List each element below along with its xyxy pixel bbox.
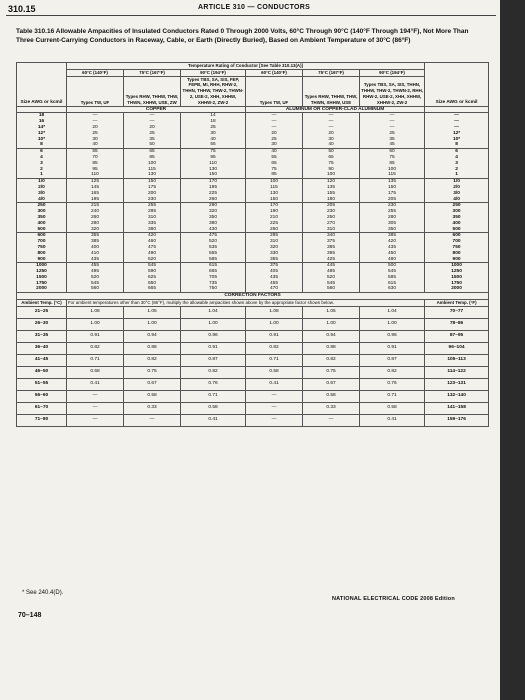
correction-note: For ambient temperatures other than 30°C (86°F), multiply the allowable ampacities shown above by the appropriate factor shown below. bbox=[67, 300, 425, 307]
section-number: 310.15 bbox=[8, 4, 36, 14]
footnote: * See 240.4(D). bbox=[22, 590, 64, 596]
table-row bbox=[17, 69, 489, 76]
table-row: 600 700 750 800 900 355 385 400 410 435 420 460 475 490 520 475 520 535 555 585 285 310 320 330 355 340 375 385 395 425 385 420 435 450 480 600 700 750 800 900 bbox=[17, 233, 489, 263]
correction-factors-title: CORRECTION FACTORS bbox=[17, 293, 489, 300]
correction-row: 41–45 0.71 0.82 0.87 0.71 0.82 0.87 105–113 bbox=[17, 354, 489, 366]
correction-row: 31–35 0.91 0.94 0.96 0.91 0.94 0.96 87–95 bbox=[17, 330, 489, 342]
col-temp: 60°C (140°F) bbox=[246, 69, 303, 76]
table-row: 1000 1250 1500 1750 2000 455 495 520 545 560 545 590 625 650 665 615 665 705 735 750 375 405 435 455 470 445 485 520 545 560 500 545 585 615 630 1000 1250 1500 1750 2000 bbox=[17, 263, 489, 293]
col-temp: 75°C (167°F) bbox=[303, 69, 360, 76]
article-title: ARTICLE 310 — CONDUCTORS bbox=[198, 4, 311, 11]
correction-row: 26–30 1.00 1.00 1.00 1.00 1.00 1.00 78–86 bbox=[17, 318, 489, 330]
col-types: Types RHW, THHW, THW, THWN, XHHW, USE, ZW bbox=[124, 76, 181, 106]
correction-row: 46–50 0.58 0.75 0.82 0.58 0.75 0.82 114–122 bbox=[17, 366, 489, 378]
col-types: Types TBS, SA, SIS, FEP, FEPB, MI, RHH, RHW-2, THHN, THHW, THW-2, THWN-2, USE-2, XHH, XHHW, XHHW-2, ZW-2 bbox=[181, 76, 246, 106]
table-row: 1/0 2/0 3/0 4/0 125 145 165 195 150 175 200 230 170 195 225 260 100 115 130 150 120 135 155 180 135 150 175 205 1/0 2/0 3/0 4/0 bbox=[17, 179, 489, 203]
col-types: Types TW, UF bbox=[67, 76, 124, 106]
copper-header: COPPER bbox=[67, 106, 246, 113]
table-row: 18 16 14* 12* 10* 8 — — 20 25 30 40 — — 20 25 35 50 14 18 25 30 40 55 — — — 20 25 30 — — — 20 30 40 — — — 25 35 45 — — — 12* 10* 8 bbox=[17, 113, 489, 149]
correction-row: 51–55 0.41 0.67 0.76 0.41 0.67 0.76 123–131 bbox=[17, 378, 489, 390]
code-edition: NATIONAL ELECTRICAL CODE 2008 Edition bbox=[332, 596, 455, 602]
correction-row: 56–60 — 0.58 0.71 — 0.58 0.71 132–140 bbox=[17, 390, 489, 402]
correction-row: 71–80 — — 0.41 — — 0.41 159–176 bbox=[17, 414, 489, 426]
temperature-rating-header: Temperature Rating of Conductor [See Table 310.13(A)] bbox=[67, 63, 425, 70]
header-rule bbox=[6, 15, 496, 16]
col-types: Types TBS, SA, SIS, THHN, THHW, THW-2, THWN-2, RHH, RHW-2, USE-2, XHH, XHHW, XHHW-2, ZW-2 bbox=[360, 76, 425, 106]
table-caption: Table 310.16 Allowable Ampacities of Insulated Conductors Rated 0 Through 2000 Volts, 60°C Through 90°C (140°F Through 194°F), Not More Than Three Current-Carrying Conductors in Raceway, Cable, or Earth (Directly Buried), Based on Ambient Temperature of 30°C (86°F) bbox=[16, 28, 469, 44]
table-row: 6 4 3 2 1 55 70 85 95 110 65 85 100 115 130 75 95 110 130 150 40 55 65 75 85 50 65 75 90 100 60 75 85 100 115 6 4 3 2 1 bbox=[17, 149, 489, 179]
col-temp: 60°C (140°F) bbox=[67, 69, 124, 76]
size-header-left: Size AWG or kcmil bbox=[17, 63, 67, 107]
ambient-temp-c-header: Ambient Temp. (°C) bbox=[17, 300, 67, 307]
table-row: 250 300 350 400 500 215 240 260 280 320 255 285 310 335 380 290 320 350 380 430 170 190 210 225 260 205 230 250 270 310 230 255 280 305 350 250 300 350 400 500 bbox=[17, 203, 489, 233]
size-header-right: Size AWG or kcmil bbox=[425, 63, 489, 107]
page-number: 70–148 bbox=[18, 612, 42, 619]
table-row bbox=[17, 76, 489, 106]
ampacity-table bbox=[16, 62, 489, 427]
correction-row: 21–25 1.08 1.05 1.04 1.08 1.05 1.04 70–77 bbox=[17, 306, 489, 318]
table-row bbox=[17, 300, 489, 307]
col-types: Types TW, UF bbox=[246, 76, 303, 106]
correction-factor-rows bbox=[17, 306, 489, 426]
col-temp: 75°C (167°F) bbox=[124, 69, 181, 76]
col-types: Types RHW, THHW, THW, THWN, XHHW, USE bbox=[303, 76, 360, 106]
table-row bbox=[17, 106, 489, 113]
aluminum-header: ALUMINUM OR COPPER-CLAD ALUMINUM bbox=[246, 106, 425, 113]
correction-row: 36–40 0.82 0.88 0.91 0.82 0.88 0.91 96–104 bbox=[17, 342, 489, 354]
correction-row: 61–70 — 0.33 0.58 — 0.33 0.58 141–158 bbox=[17, 402, 489, 414]
ambient-temp-f-header: Ambient Temp. (°F) bbox=[425, 300, 489, 307]
col-temp: 90°C (194°F) bbox=[181, 69, 246, 76]
col-temp: 90°C (194°F) bbox=[360, 69, 425, 76]
table-row bbox=[17, 63, 489, 70]
table-row bbox=[17, 293, 489, 300]
